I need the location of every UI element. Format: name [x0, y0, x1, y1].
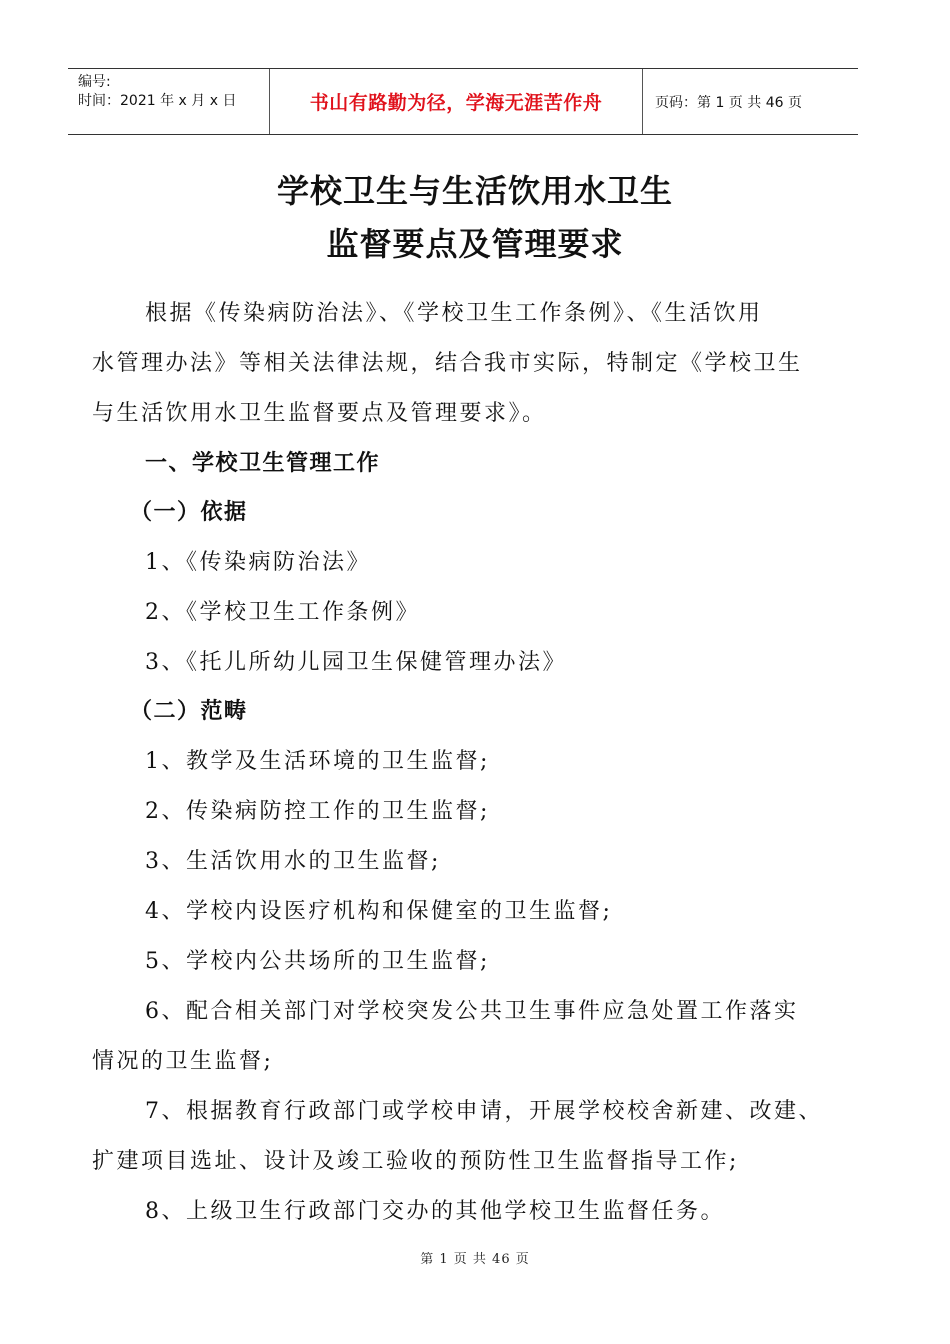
title-line-1: 学校卫生与生活饮用水卫生 — [276, 172, 673, 210]
scope-item-8: 8、上级卫生行政部门交办的其他学校卫生监督任务。 — [145, 1199, 725, 1224]
subsection-basis-heading: （一）依据 — [130, 500, 248, 525]
header-table — [68, 68, 858, 135]
scope-item-7-line-2: 扩建项目选址、设计及竣工验收的预防性卫生监督指导工作; — [92, 1149, 739, 1174]
serial-label: 编号: — [78, 74, 111, 90]
scope-item: 4、学校内设医疗机构和保健室的卫生监督; — [145, 899, 613, 924]
time-label: 时间：2021 年 x 月 x 日 — [78, 93, 237, 109]
scope-item-6-line-1: 6、配合相关部门对学校突发公共卫生事件应急处置工作落实 — [145, 999, 799, 1024]
scope-item: 5、学校内公共场所的卫生监督; — [145, 949, 490, 974]
scope-item-6-line-2: 情况的卫生监督; — [92, 1049, 274, 1074]
intro-line-1: 根据《传染病防治法》、《学校卫生工作条例》、《生活饮用 — [145, 301, 763, 326]
basis-item: 1、《传染病防治法》 — [145, 550, 371, 575]
subsection-scope-heading: （二）范畴 — [130, 699, 248, 724]
footer-page-number: 第 1 页 共 46 页 — [420, 1252, 530, 1267]
scope-item: 2、传染病防控工作的卫生监督; — [145, 799, 490, 824]
header-motto: 书山有路勤为径，学海无涯苦作舟 — [270, 69, 643, 134]
intro-line-2: 水管理办法》等相关法律法规，结合我市实际，特制定《学校卫生 — [92, 351, 803, 376]
title-line-2: 监督要点及管理要求 — [326, 225, 624, 263]
header-meta-cell — [68, 69, 270, 134]
header-page-label: 页码：第 1 页 共 46 页 — [655, 94, 802, 111]
section-heading: 一、学校卫生管理工作 — [145, 451, 381, 476]
scope-item: 3、生活饮用水的卫生监督; — [145, 849, 441, 874]
scope-item: 1、教学及生活环境的卫生监督; — [145, 749, 490, 774]
basis-item: 2、《学校卫生工作条例》 — [145, 600, 420, 625]
scope-item-7-line-1: 7、根据教育行政部门或学校申请，开展学校校舍新建、改建、 — [145, 1099, 823, 1124]
intro-line-3: 与生活饮用水卫生监督要点及管理要求》。 — [92, 401, 547, 426]
basis-item: 3、《托儿所幼儿园卫生保健管理办法》 — [145, 650, 567, 675]
